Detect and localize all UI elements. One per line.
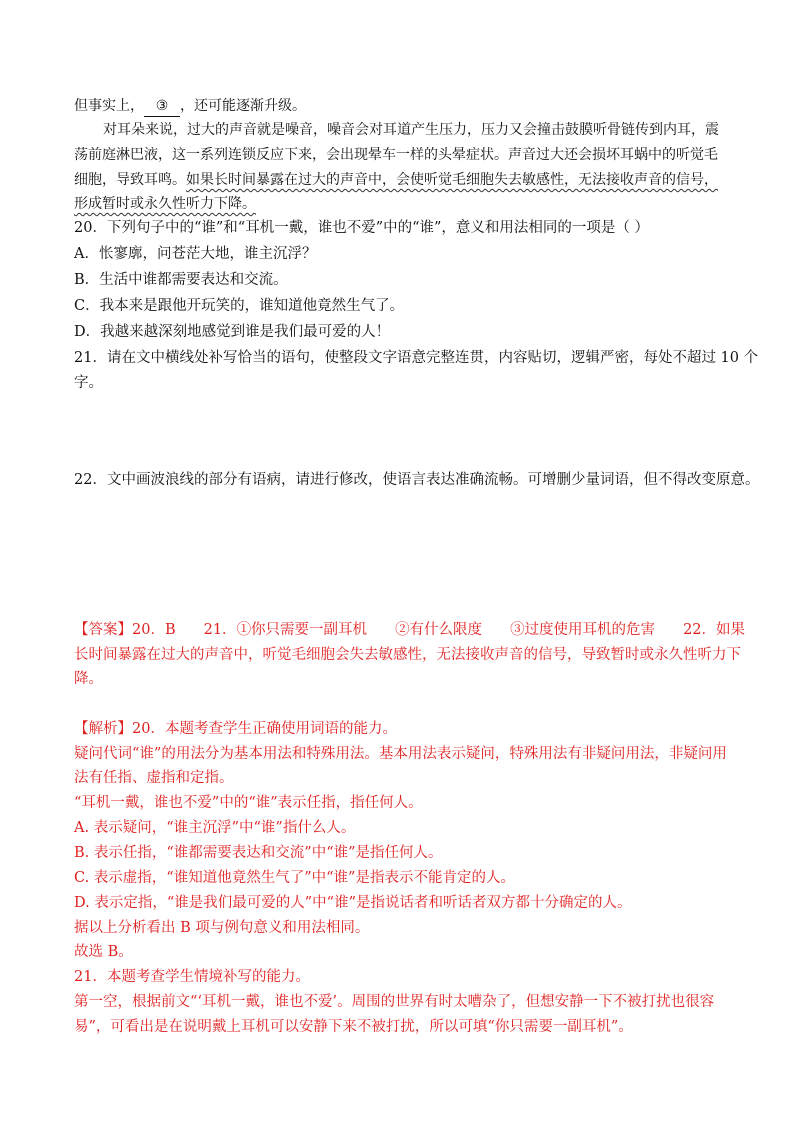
- wavy-underlined-text: 形成暂时或永久性听力下降。: [74, 196, 256, 212]
- wavy-underlined-text: 如果长时间暴露在过大的声音中，会使听觉毛细胞失去敏感性，无法接收声音的信号，: [186, 172, 718, 188]
- answer-21-item-2: ②有什么限度: [395, 622, 483, 638]
- answer-22-start: 22．如果: [683, 622, 746, 638]
- analysis-line: 故选 B。: [74, 944, 133, 960]
- answer-line-3: 降。: [74, 671, 103, 687]
- passage-text: 细胞，导致耳鸣。: [74, 172, 186, 188]
- answer-20: 20．B: [132, 622, 176, 638]
- question-20-option-b: B．生活中谁都需要表达和交流。: [74, 272, 288, 288]
- analysis-line: 据以上分析看出 B 项与例句意义和用法相同。: [74, 920, 370, 936]
- analysis-line: 易”，可看出是在说明戴上耳机可以安静下来不被打扰，所以可填“你只需要一副耳机”。: [74, 1019, 633, 1035]
- analysis-line: 第一空，根据前文“‘耳机一戴，谁也不爱’。周围的世界有时太嘈杂了，但想安静一下不被打扰也很容: [74, 994, 715, 1010]
- analysis-label: 【解析】: [74, 721, 132, 737]
- answer-line-2: 长时间暴露在过大的声音中，听觉毛细胞会失去敏感性，无法接收声音的信号，导致暂时或永久性听力下: [74, 647, 741, 663]
- analysis-line: D. 表示定指，“谁是我们最可爱的人”中“谁”是指说话者和听话者双方都十分确定的人。: [74, 895, 632, 911]
- analysis-line-1: [74, 719, 734, 739]
- analysis-line: 疑问代词“谁”的用法分为基本用法和特殊用法。基本用法表示疑问，特殊用法有非疑问用法，非疑问用: [74, 746, 727, 762]
- question-22: 22．文中画波浪线的部分有语病，请进行修改，使语言表达准确流畅。可增删少量词语，但不得改变原意。: [74, 472, 760, 488]
- analysis-line: A. 表示疑问，“谁主沉浮”中“谁”指什么人。: [74, 820, 356, 836]
- analysis-line: 法有任指、虚指和定指。: [74, 770, 234, 786]
- answer-line-1: [74, 620, 746, 640]
- analysis-line: B. 表示任指，“谁都需要表达和交流”中“谁”是指任何人。: [74, 845, 443, 861]
- answer-21-item-1: ①你只需要一副耳机: [236, 622, 368, 638]
- analysis-text: 20．本题考查学生正确使用词语的能力。: [132, 721, 397, 737]
- passage-line-3: 荡前庭淋巴液，这一系列连锁反应下来，会出现晕车一样的头晕症状。声音过大还会损坏耳蜗中的听觉毛: [74, 147, 718, 163]
- question-20-option-c: C．我本来是跟他开玩笑的，谁知道他竟然生气了。: [74, 298, 405, 314]
- passage-line-4: [74, 170, 734, 190]
- question-20-stem: 20．下列句子中的“谁”和“耳机一戴，谁也不爱”中的“谁”，意义和用法相同的一项是（ ）: [74, 220, 650, 236]
- question-21-line-2: 字。: [74, 375, 103, 391]
- answer-blank-3: ③: [144, 96, 180, 117]
- passage-line-2: 对耳朵来说，过大的声音就是噪音，噪音会对耳道产生压力，压力又会撞击鼓膜听骨链传到内耳，震: [103, 122, 719, 138]
- passage-line-1: [74, 96, 734, 117]
- passage-text: 但事实上，: [74, 98, 144, 114]
- question-20-option-d: D．我越来越深刻地感觉到谁是我们最可爱的人！: [74, 324, 391, 340]
- answer-21-item-3: ③过度使用耳机的危害: [510, 622, 656, 638]
- question-21-line-1: 21．请在文中横线处补写恰当的语句，使整段文字语意完整连贯，内容贴切，逻辑严密，每处不超过 10 个: [74, 350, 759, 366]
- analysis-line: “耳机一戴，谁也不爱”中的“谁”表示任指，指任何人。: [74, 795, 423, 811]
- question-20-option-a: A．怅寥廓，问苍茫大地，谁主沉浮？: [74, 246, 317, 262]
- passage-line-5: [74, 194, 734, 214]
- analysis-line: 21．本题考查学生情境补写的能力。: [74, 969, 310, 985]
- answer-label: 【答案】: [74, 622, 132, 638]
- passage-text: ，还可能逐渐升级。: [180, 98, 306, 114]
- answer-21-number: 21．: [203, 622, 237, 638]
- analysis-line: C. 表示虚指，“谁知道他竟然生气了”中“谁”是指表示不能肯定的人。: [74, 870, 515, 886]
